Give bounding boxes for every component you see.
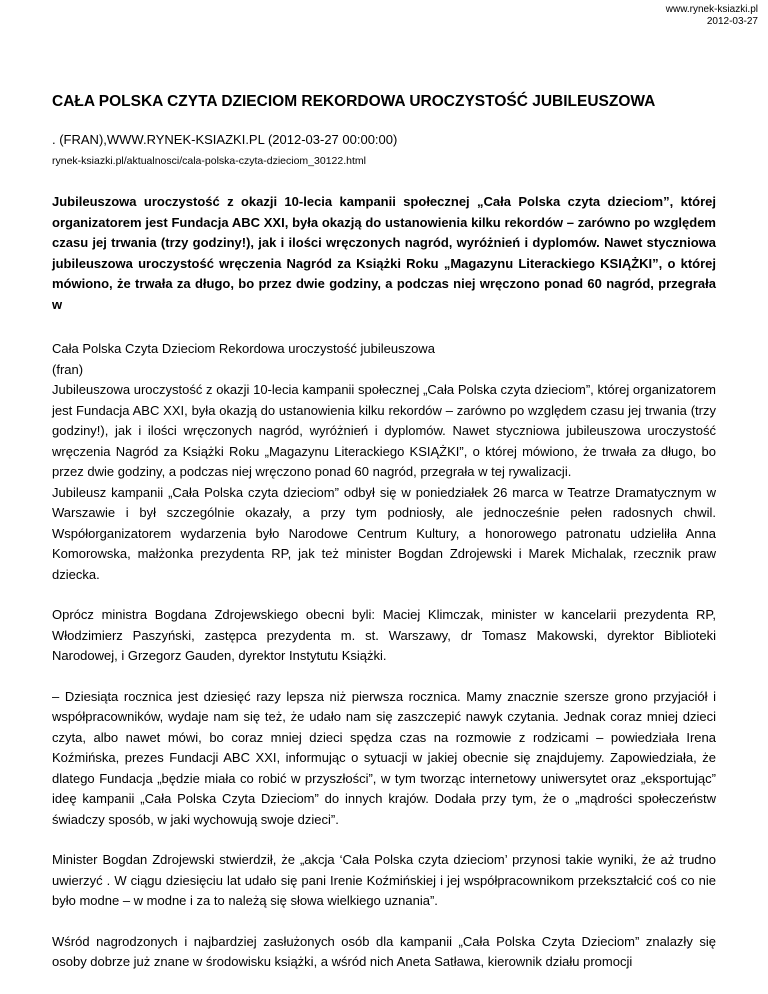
- header-date: 2012-03-27: [706, 16, 758, 27]
- article-url: rynek-ksiazki.pl/aktualnosci/cala-polska-czyta-dzieciom_30122.html: [52, 155, 366, 167]
- page-header: [666, 4, 758, 28]
- body-paragraph: Oprócz ministra Bogdana Zdrojewskiego obecni byli: Maciej Klimczak, minister w kancelarii prezydenta RP, Włodzimierz Paszyński, zastępca prezydenta m. st. Warszawy, dr Tomasz Makowski, dyrektor Biblioteki Narodowej, i Grzegorz Gauden, dyrektor Instytutu Książki.: [52, 607, 716, 663]
- body-paragraph: – Dziesiąta rocznica jest dziesięć razy lepsza niż pierwsza rocznica. Mamy znacznie szersze grono przyjaciół i współpracowników, wydaje nam się też, że udało nam się zaszczepić nawyk czytania. Jednak coraz mniej dzieci czyta, albo nawet mówi, bo coraz mniej dzieci spędza czas na rozmowie z rodzicami – powiedziała Irena Koźmińska, prezes Fundacji ABC XXI, informując o sytuacji w jakiej obecnie się znajdujemy. Zapowiedziała, że dlatego Fundacja „będzie miała co robić w przyszłości”, w tym tworząc internetowy uniwersytet oraz „eksportując” ideę kampanii „Cała Polska Czyta Dzieciom” do innych krajów. Dodała przy tym, że o „mądrości społeczeństw świadczy sposób, w jaki wychowują swoje dzieci”.: [52, 688, 716, 827]
- body-heading: Cała Polska Czyta Dzieciom Rekordowa uroczystość jubileuszowa: [52, 341, 435, 356]
- body-author: (fran): [52, 361, 84, 377]
- article-byline: . (FRAN),WWW.RYNEK-KSIAZKI.PL (2012-03-27 00:00:00): [52, 132, 398, 147]
- body-paragraph: Jubileusz kampanii „Cała Polska czyta dzieciom” odbył się w poniedziałek 26 marca w Teatrze Dramatycznym w Warszawie i był szczególnie okazały, a przy tym podniosły, ale jednocześnie pełen radosnych chwil. Współorganizatorem wydarzenia było Narodowe Centrum Kultury, a honorowego patronatu udzieliła Anna Komorowska, małżonka prezydenta RP, jak też minister Bogdan Zdrojewski i Marek Michalak, rzecznik praw dziecka.: [52, 484, 716, 582]
- article-body: [52, 339, 716, 973]
- body-paragraph: Wśród nagrodzonych i najbardziej zasłużonych osób dla kampanii „Cała Polska Czyta Dzieciom” znalazły się osoby dobrze już znane w środowisku książki, a wśród nich Aneta Satława, kierownik działu promocji: [52, 933, 716, 969]
- body-paragraph: Minister Bogdan Zdrojewski stwierdził, że „akcja ‘Cała Polska czyta dzieciom’ przynosi takie wyniki, że aż trudno uwierzyć . W ciągu dziesięciu lat udało się pani Irenie Koźmińskiej i jej współpracownikom przekształcić coś co nie było modne – w modne i za to należą się słowa wielkiego uznania”.: [52, 852, 716, 908]
- site-name: www.rynek-ksiazki.pl: [665, 4, 758, 15]
- article-lead: Jubileuszowa uroczystość z okazji 10-lecia kampanii społecznej „Cała Polska czyta dzieciom”, której organizatorem jest Fundacja ABC XXI, była okazją do ustanowienia kilku rekordów – zarówno po względem czasu jej trwania (trzy godziny!), jak i ilości wręczonych nagród, wyróżnień i dyplomów. Nawet styczniowa jubileuszowa uroczystość wręczenia Nagród za Książki Roku „Magazynu Literackiego KSIĄŻKI”, o której mówiono, że trwała za długo, bo przez dwie godziny, a podczas niej wręczono ponad 60 nagród, przegrała w: [52, 194, 716, 312]
- article-title: CAŁA POLSKA CZYTA DZIECIOM REKORDOWA UROCZYSTOŚĆ JUBILEUSZOWA: [52, 93, 656, 110]
- body-paragraph: Jubileuszowa uroczystość z okazji 10-lecia kampanii społecznej „Cała Polska czyta dzieciom”, której organizatorem jest Fundacja ABC XXI, była okazją do ustanowienia kilku rekordów – zarówno po względem czasu jej trwania (trzy godziny!), jak i ilości wręczonych nagród, wyróżnień i dyplomów. Nawet styczniowa jubileuszowa uroczystość wręczenia Nagród za Książki Roku „Magazynu Literackiego KSIĄŻKI”, o której mówiono, że trwała za długo, bo przez dwie godziny, a podczas niej wręczono ponad 60 nagród, przegrała w tej rywalizacji.: [52, 382, 716, 479]
- article: [52, 92, 716, 973]
